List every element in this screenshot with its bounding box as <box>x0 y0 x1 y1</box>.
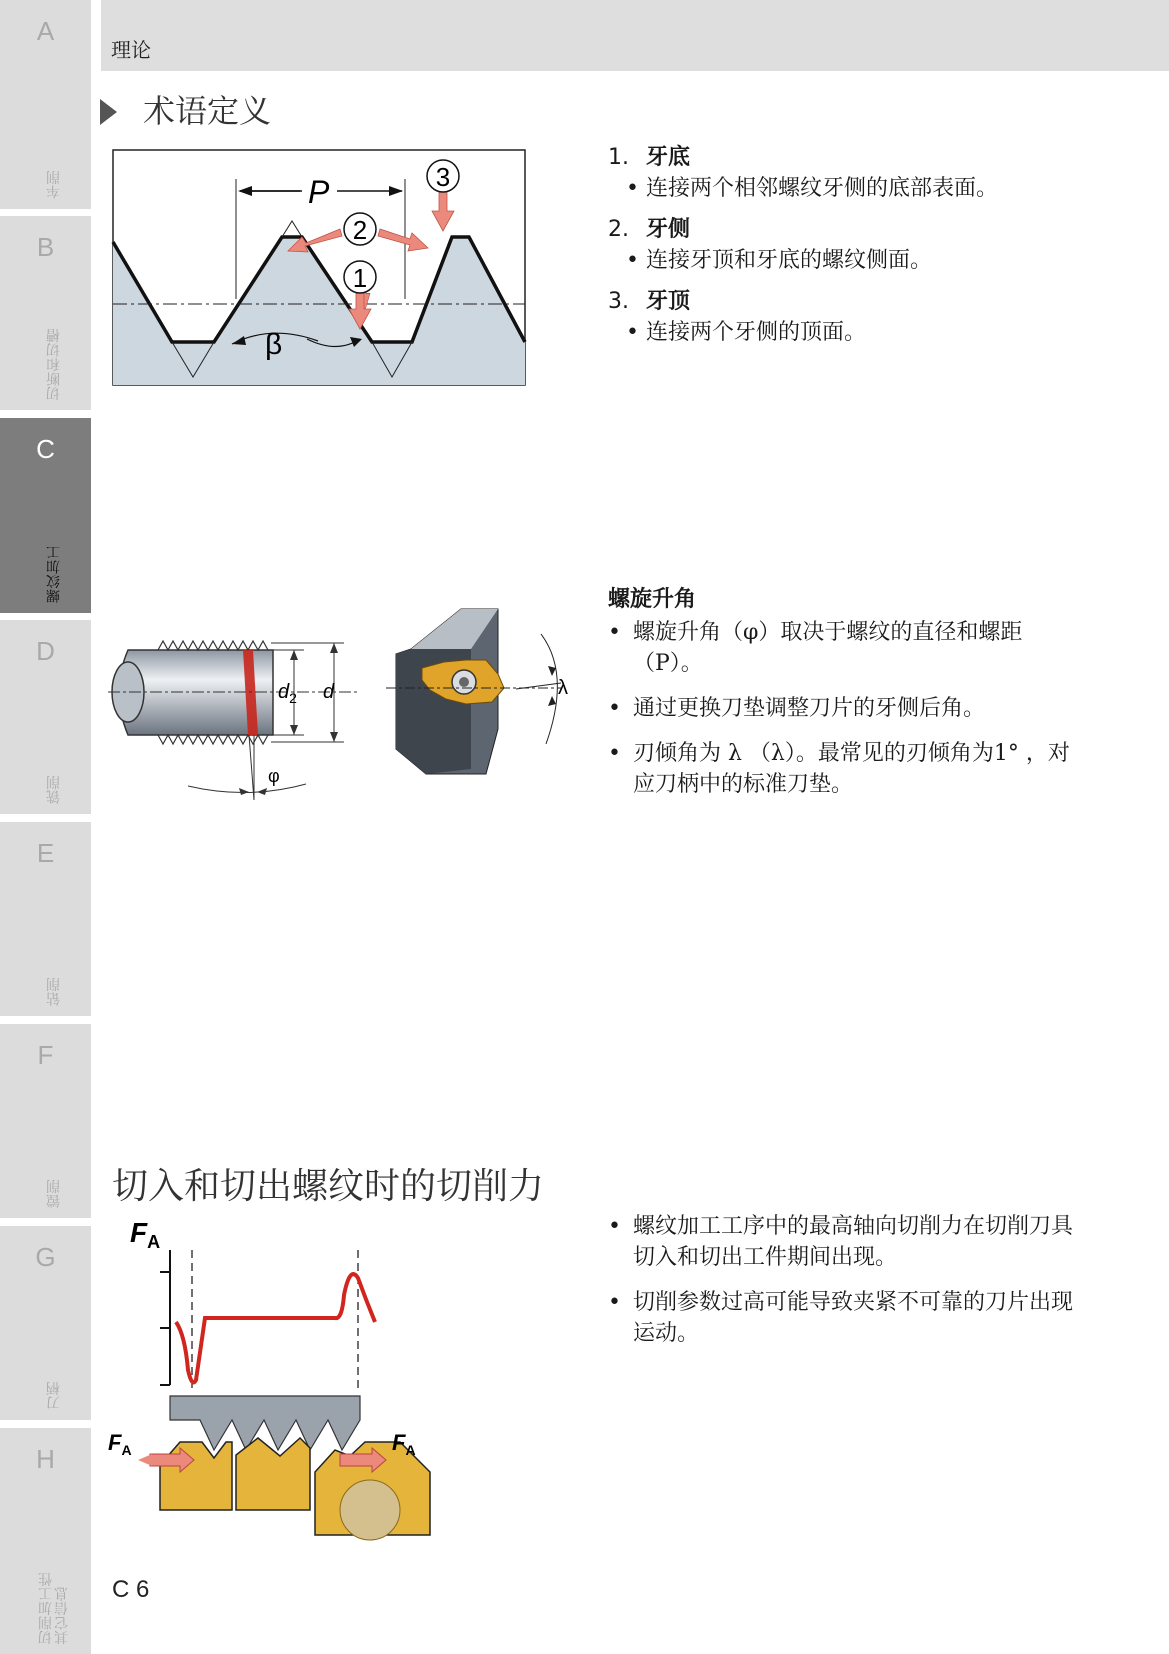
tab-h[interactable] <box>0 1428 91 1654</box>
tab-letter: B <box>36 232 55 262</box>
tab-label: 切削加工性 其它信息 <box>38 1571 70 1644</box>
angle-beta-label: β <box>265 328 283 361</box>
tab-c[interactable] <box>0 418 91 613</box>
tab-f[interactable] <box>0 1024 91 1218</box>
header-title: 理论 <box>111 38 151 62</box>
callout-3: 3 <box>435 162 451 192</box>
pitch-label: P <box>308 174 330 210</box>
callout-2: 2 <box>352 215 368 245</box>
definitions-list <box>608 142 1128 358</box>
fa-left-label: $F_A$ <box>108 1430 132 1458</box>
tool-holder-diagram <box>386 604 586 784</box>
tab-letter: G <box>35 1242 56 1272</box>
section-title-text: 术语定义 <box>143 92 272 130</box>
d-label: d <box>323 681 335 703</box>
triangle-marker-icon <box>100 99 117 125</box>
tab-label: 螺纹加工 <box>46 545 62 603</box>
definition-desc: • 连接两个相邻螺纹牙侧的底部表面。 <box>608 173 1128 204</box>
phi-label: φ <box>268 766 280 786</box>
tab-letter: E <box>36 838 55 868</box>
helix-heading: 螺旋升角 <box>608 587 697 612</box>
fa-right-label: $F_A$ <box>392 1430 416 1458</box>
definition-term: 3. 牙顶 <box>608 289 691 314</box>
definition-desc: • 连接两个牙侧的顶面。 <box>608 317 1128 348</box>
header-band <box>101 0 1169 71</box>
definition-term: 2. 牙侧 <box>608 217 691 242</box>
tab-e[interactable] <box>0 822 91 1016</box>
force-text <box>608 1211 1078 1363</box>
tab-letter: A <box>36 16 55 46</box>
definition-term: 1. 牙底 <box>608 145 691 170</box>
tab-b[interactable] <box>0 216 91 410</box>
fa-axis-label: $F_A$ <box>130 1217 161 1252</box>
force-bullet-1: • 螺纹加工工序中的最高轴向切削力在切削刀具切入和切出工件期间出现。 <box>608 1211 1078 1273</box>
callout-1: 1 <box>352 263 368 293</box>
tab-g[interactable] <box>0 1226 91 1420</box>
helix-angle-text <box>608 584 1078 814</box>
d2-label: $d_2$ <box>278 681 297 706</box>
tab-letter: F <box>37 1040 54 1070</box>
tab-letter: C <box>36 434 55 464</box>
thread-profile-diagram <box>112 149 526 386</box>
tab-label: 镗削 <box>46 1179 62 1208</box>
tab-a[interactable] <box>0 0 91 209</box>
tab-letter: D <box>36 636 55 666</box>
helix-bullet-2: • 通过更换刀垫调整刀片的牙侧后角。 <box>608 693 1078 724</box>
tab-label: 车削 <box>46 170 62 199</box>
page-number: C 6 <box>112 1576 150 1603</box>
helix-bullet-1: • 螺旋升角（φ）取决于螺纹的直径和螺距（P）。 <box>608 617 1078 679</box>
cutting-force-diagram <box>110 1210 460 1520</box>
tab-d[interactable] <box>0 620 91 814</box>
definition-desc: • 连接牙顶和牙底的螺纹侧面。 <box>608 245 1128 276</box>
tab-label: 刀柄 <box>46 1381 62 1410</box>
helix-bullet-3: • 刃倾角为 λ （λ）。最常见的刃倾角为1° ，对应刀柄中的标准刀垫。 <box>608 738 1078 800</box>
section-title <box>100 86 271 132</box>
threaded-rod-diagram <box>108 640 363 810</box>
lambda-label: λ <box>558 677 568 699</box>
force-bullet-2: • 切削参数过高可能导致夹紧不可靠的刀片出现运动。 <box>608 1287 1078 1349</box>
tab-letter: H <box>36 1444 55 1474</box>
tab-label: 铣削 <box>46 775 62 804</box>
force-section-title: 切入和切出螺纹时的切削力 <box>112 1166 545 1207</box>
tab-label: 钻削 <box>46 977 62 1006</box>
tab-label: 切断和切槽 <box>46 327 62 400</box>
